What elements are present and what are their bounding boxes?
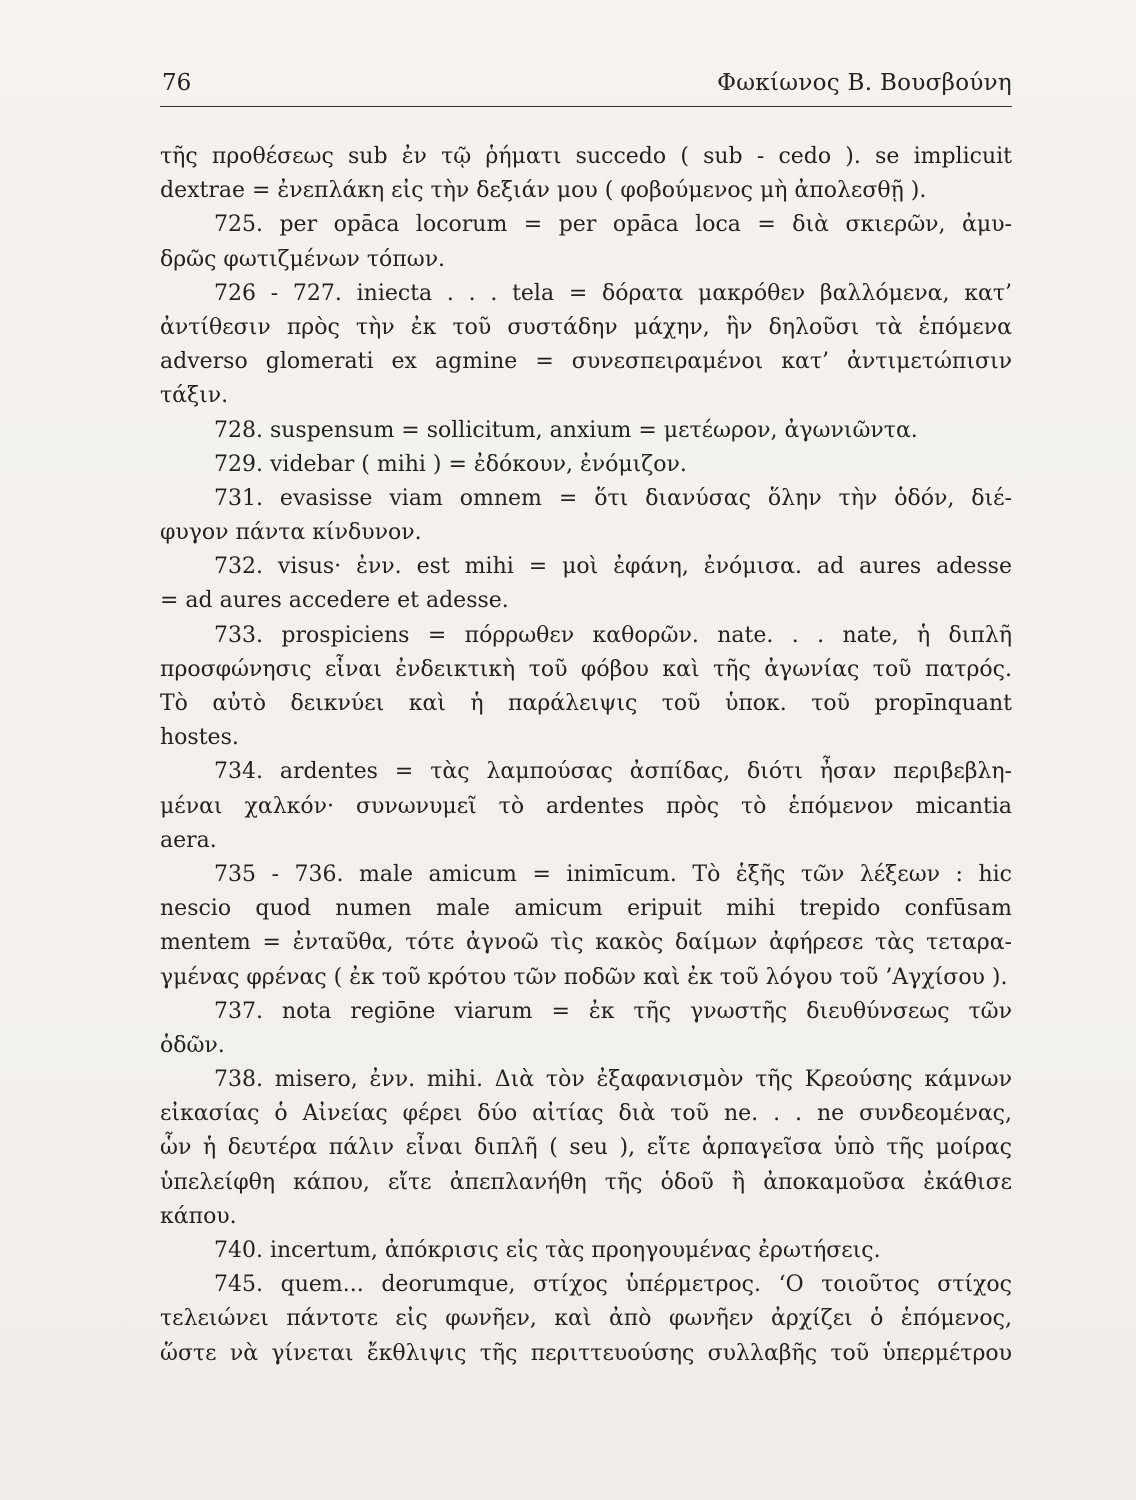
page-number: 76 <box>162 70 192 96</box>
text-line: aera. <box>160 827 217 853</box>
text-line: μέναι χαλκόν· συνωνυμεῖ τὸ ardentes πρὸς τὸ ἑπόμενον micantia <box>160 793 1012 819</box>
text-line: τάξιν. <box>160 383 229 409</box>
text-line: hostes. <box>160 725 239 751</box>
text-line: = ad aures accedere et adesse. <box>160 588 509 614</box>
text-line: εἰκασίας ὁ Αἰνείας φέρει δύο αἰτίας διὰ τοῦ ne. . . ne συνδεομένας, <box>160 1101 1012 1127</box>
text-line: nescio quod numen male amicum eripuit mihi trepido confūsam <box>160 896 1012 922</box>
page-header <box>160 66 1012 107</box>
text-line: ὧν ἡ δευτέρα πάλιν εἶναι διπλῆ ( seu ), εἴτε ἁρπαγεῖσα ὑπὸ τῆς μοίρας <box>160 1135 1012 1161</box>
text-line: 733. prospiciens = πόρρωθεν καθορῶν. nate. . . nate, ἡ διπλῆ <box>214 622 1012 648</box>
text-line: 738. misero, ἐνν. mihi. Διὰ τὸν ἐξαφανισμὸν τῆς Κρεούσης κάμνων <box>214 1067 1012 1093</box>
text-line: ὁδῶν. <box>160 1032 225 1058</box>
text-line: τῆς προθέσεως sub ἐν τῷ ῥήματι succedo ( sub - cedo ). se implicuit <box>160 144 1012 169</box>
text-line: 740. incertum, ἀπόκρισις εἰς τὰς προηγουμένας ἐρωτήσεις. <box>214 1238 881 1263</box>
text-line: 737. nota regiōne viarum = ἐκ τῆς γνωστῆς διευθύνσεως τῶν <box>214 998 1012 1024</box>
text-line: 735 - 736. male amicum = inimīcum. Τὸ ἑξῆς τῶν λέξεων : hic <box>214 861 1012 887</box>
text-line: 732. visus· ἐνν. est mihi = μοὶ ἐφάνη, ἐνόμισα. ad aures adesse <box>214 554 1012 580</box>
text-line: 726 - 727. iniecta . . . tela = δόρατα μακρόθεν βαλλόμενα, κατ’ <box>214 280 1012 306</box>
running-head: Φωκίωνος Β. Βουσβούνη <box>717 70 1012 96</box>
text-line: προσφώνησις εἶναι ἐνδεικτικὴ τοῦ φόβου καὶ τῆς ἀγωνίας τοῦ πατρός. <box>160 656 1012 682</box>
text-line: ἀντίθεσιν πρὸς τὴν ἐκ τοῦ συστάδην μάχην, ἣν δηλοῦσι τὰ ἑπόμενα <box>160 314 1012 340</box>
text-line: τελειώνει πάντοτε εἰς φωνῆεν, καὶ ἀπὸ φωνῆεν ἀρχίζει ὁ ἑπόμενος, <box>160 1306 1012 1332</box>
body-text <box>160 140 1012 1371</box>
text-line: adverso glomerati ex agmine = συνεσπειραμένοι κατ’ ἀντιμετώπισιν <box>160 349 1012 375</box>
text-line: 734. ardentes = τὰς λαμπούσας ἀσπίδας, διότι ἦσαν περιβεβλη- <box>214 759 1012 785</box>
text-line: γμένας φρένας ( ἐκ τοῦ κρότου τῶν ποδῶν καὶ ἐκ τοῦ λόγου τοῦ ’Αγχίσου ). <box>160 964 1008 990</box>
text-line: 729. videbar ( mihi ) = ἐδόκουν, ἐνόμιζον. <box>214 451 687 477</box>
text-line: 725. per opāca locorum = per opāca loca = διὰ σκιερῶν, ἀμυ- <box>214 212 1012 238</box>
text-line: Τὸ αὐτὸ δεικνύει καὶ ἡ παράλειψις τοῦ ὑποκ. τοῦ propīnquant <box>160 691 1012 716</box>
text-line: κάπου. <box>160 1203 237 1229</box>
text-line: ὥστε νὰ γίνεται ἔκθλιψις τῆς περιττευούσης συλλαβῆς τοῦ ὑπερμέτρου <box>160 1340 1012 1366</box>
text-line: 728. suspensum = sollicitum, anxium = μετέωρον, ἀγωνιῶντα. <box>214 417 918 443</box>
text-line: mentem = ἐνταῦθα, τότε ἀγνοῶ τὶς κακὸς δαίμων ἀφήρεσε τὰς τεταρα- <box>160 930 1012 956</box>
text-line: δρῶς φωτιζμένων τόπων. <box>160 246 446 272</box>
text-line: ὑπελείφθη κάπου, εἴτε ἀπεπλανήθη τῆς ὁδοῦ ἢ ἀποκαμοῦσα ἐκάθισε <box>160 1169 1012 1195</box>
text-line: 745. quem... deorumque, στίχος ὑπέρμετρος. ‘Ο τοιοῦτος στίχος <box>214 1272 1012 1298</box>
text-line: φυγον πάντα κίνδυνον. <box>160 520 422 546</box>
text-line: dextrae = ἐνεπλάκη εἰς τὴν δεξιάν μου ( φοβούμενος μὴ ἀπολεσθῇ ). <box>160 178 927 204</box>
text-line: 731. evasisse viam omnem = ὅτι διανύσας ὅλην τὴν ὁδόν, διέ- <box>214 485 1012 511</box>
